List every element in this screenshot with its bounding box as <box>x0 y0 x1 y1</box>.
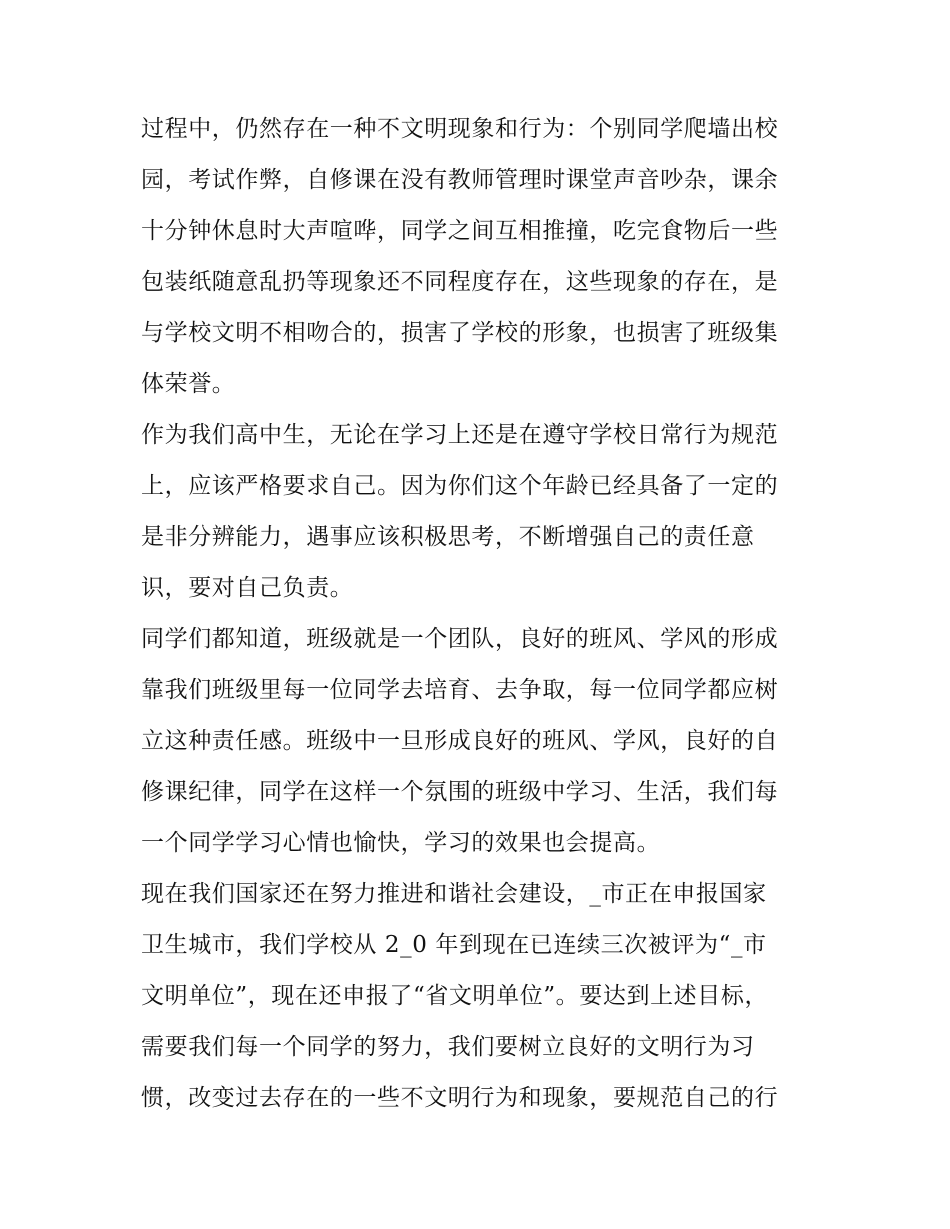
text-line: 现在我们国家还在努力推进和谐社会建设，_市正在申报国家 <box>141 881 767 907</box>
text-line: 过程中，仍然存在一种不文明现象和行为：个别同学爬墙出校 <box>141 116 779 142</box>
document-body <box>141 104 816 1124</box>
paragraph <box>141 410 816 614</box>
paragraph <box>141 614 816 869</box>
text-line: 十分钟休息时大声喧哗，同学之间互相推撞，吃完食物后一些 <box>141 218 779 244</box>
text-line: 体荣誉。 <box>141 371 236 397</box>
text-line: 靠我们班级里每一位同学去培育、去争取，每一位同学都应树 <box>141 677 779 703</box>
paragraph <box>141 869 816 1124</box>
text-line: 园，考试作弊，自修课在没有教师管理时课堂声音吵杂，课余 <box>141 167 779 193</box>
text-line: 上，应该严格要求自己。因为你们这个年龄已经具备了一定的 <box>141 473 779 499</box>
text-line: 一个同学学习心情也愉快，学习的效果也会提高。 <box>141 830 661 856</box>
text-line: 与学校文明不相吻合的，损害了学校的形象，也损害了班级集 <box>141 320 779 346</box>
text-line: 立这种责任感。班级中一旦形成良好的班风、学风，良好的自 <box>141 728 779 754</box>
text-line: 文明单位”，现在还申报了“省文明单位”。要达到上述目标， <box>141 983 769 1009</box>
text-line: 修课纪律，同学在这样一个氛围的班级中学习、生活，我们每 <box>141 779 779 805</box>
text-line: 是非分辨能力，遇事应该积极思考，不断增强自己的责任意 <box>141 524 755 550</box>
text-line: 惯，改变过去存在的一些不文明行为和现象，要规范自己的行 <box>141 1085 779 1111</box>
text-line: 作为我们高中生，无论在学习上还是在遵守学校日常行为规范 <box>141 422 779 448</box>
text-line: 同学们都知道，班级就是一个团队，良好的班风、学风的形成 <box>141 626 779 652</box>
paragraph <box>141 104 816 410</box>
text-line: 包装纸随意乱扔等现象还不同程度存在，这些现象的存在，是 <box>141 269 779 295</box>
text-line: 识，要对自己负责。 <box>141 575 354 601</box>
text-line: 需要我们每一个同学的努力，我们要树立良好的文明行为习 <box>141 1034 755 1060</box>
text-line: 卫生城市，我们学校从 2_0 年到现在已连续三次被评为“_市 <box>141 932 767 958</box>
